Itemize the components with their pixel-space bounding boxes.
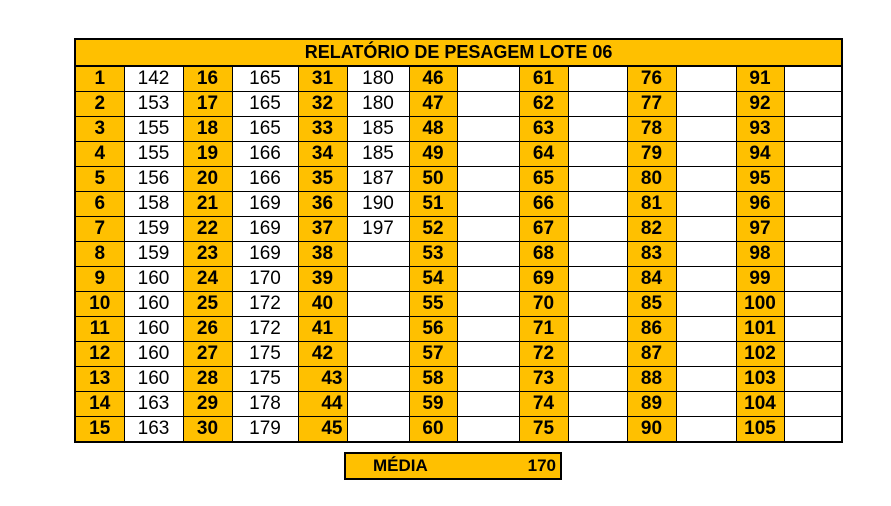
lot-number-cell[interactable]: 63 — [519, 117, 568, 142]
lot-number-cell[interactable]: 81 — [627, 192, 676, 217]
lot-number-cell[interactable]: 89 — [627, 392, 676, 417]
weight-cell[interactable] — [784, 242, 842, 267]
weight-cell[interactable] — [457, 92, 519, 117]
weight-cell[interactable]: 185 — [347, 117, 409, 142]
weight-cell[interactable]: 178 — [232, 392, 298, 417]
weight-cell[interactable]: 179 — [232, 417, 298, 443]
weight-cell[interactable]: 180 — [347, 66, 409, 92]
weight-cell[interactable]: 169 — [232, 217, 298, 242]
average-summary-box — [344, 452, 562, 480]
table-row — [75, 142, 842, 167]
lot-number-cell[interactable]: 33 — [298, 117, 347, 142]
table-row — [75, 242, 842, 267]
weight-cell[interactable] — [347, 317, 409, 342]
lot-number-cell[interactable]: 24 — [183, 267, 232, 292]
lot-number-cell[interactable]: 21 — [183, 192, 232, 217]
lot-number-cell[interactable]: 66 — [519, 192, 568, 217]
weight-cell[interactable] — [568, 142, 627, 167]
lot-number-cell[interactable]: 32 — [298, 92, 347, 117]
lot-number-cell[interactable]: 6 — [75, 192, 124, 217]
weighing-report-table — [74, 38, 843, 443]
lot-number-cell[interactable]: 8 — [75, 242, 124, 267]
lot-number-cell[interactable]: 72 — [519, 342, 568, 367]
weight-cell[interactable]: 160 — [124, 367, 183, 392]
lot-number-cell[interactable]: 51 — [409, 192, 457, 217]
table-row — [75, 317, 842, 342]
weight-cell[interactable] — [347, 392, 409, 417]
lot-number-cell[interactable]: 10 — [75, 292, 124, 317]
lot-number-cell[interactable]: 54 — [409, 267, 457, 292]
weight-cell[interactable] — [457, 392, 519, 417]
lot-number-cell[interactable]: 43 — [298, 367, 347, 392]
weight-cell[interactable]: 165 — [232, 92, 298, 117]
average-label[interactable]: MÉDIA — [373, 456, 428, 475]
weight-cell[interactable]: 156 — [124, 167, 183, 192]
weight-cell[interactable]: 170 — [232, 267, 298, 292]
weight-cell[interactable]: 190 — [347, 192, 409, 217]
weight-cell[interactable]: 159 — [124, 242, 183, 267]
lot-number-cell[interactable]: 83 — [627, 242, 676, 267]
weight-cell[interactable]: 142 — [124, 66, 183, 92]
weight-cell[interactable] — [457, 167, 519, 192]
weight-cell[interactable]: 163 — [124, 392, 183, 417]
weight-cell[interactable]: 197 — [347, 217, 409, 242]
lot-number-cell[interactable]: 19 — [183, 142, 232, 167]
lot-number-cell[interactable]: 102 — [736, 342, 784, 367]
weight-cell[interactable] — [347, 342, 409, 367]
lot-number-cell[interactable]: 79 — [627, 142, 676, 167]
lot-number-cell[interactable]: 17 — [183, 92, 232, 117]
table-row — [75, 292, 842, 317]
weight-cell[interactable]: 187 — [347, 167, 409, 192]
weight-cell[interactable] — [568, 192, 627, 217]
weight-cell[interactable] — [568, 66, 627, 92]
weight-cell[interactable] — [676, 342, 736, 367]
lot-number-cell[interactable]: 30 — [183, 417, 232, 443]
weight-cell[interactable] — [568, 242, 627, 267]
report-title[interactable]: RELATÓRIO DE PESAGEM LOTE 06 — [75, 39, 842, 66]
lot-number-cell[interactable]: 103 — [736, 367, 784, 392]
lot-number-cell[interactable]: 15 — [75, 417, 124, 443]
lot-number-cell[interactable]: 65 — [519, 167, 568, 192]
lot-number-cell[interactable]: 90 — [627, 417, 676, 443]
lot-number-cell[interactable]: 34 — [298, 142, 347, 167]
weight-cell[interactable] — [784, 292, 842, 317]
lot-number-cell[interactable]: 93 — [736, 117, 784, 142]
weight-cell[interactable]: 166 — [232, 142, 298, 167]
lot-number-cell[interactable]: 56 — [409, 317, 457, 342]
weight-cell[interactable] — [457, 217, 519, 242]
weight-cell[interactable] — [568, 367, 627, 392]
lot-number-cell[interactable]: 80 — [627, 167, 676, 192]
weight-cell[interactable]: 159 — [124, 217, 183, 242]
lot-number-cell[interactable]: 7 — [75, 217, 124, 242]
weight-cell[interactable] — [784, 367, 842, 392]
table-row — [75, 267, 842, 292]
lot-number-cell[interactable]: 29 — [183, 392, 232, 417]
lot-number-cell[interactable]: 47 — [409, 92, 457, 117]
weight-cell[interactable] — [784, 167, 842, 192]
lot-number-cell[interactable]: 71 — [519, 317, 568, 342]
lot-number-cell[interactable]: 31 — [298, 66, 347, 92]
weight-cell[interactable] — [676, 292, 736, 317]
table-row — [75, 117, 842, 142]
table-row — [75, 342, 842, 367]
lot-number-cell[interactable]: 48 — [409, 117, 457, 142]
weight-cell[interactable] — [568, 92, 627, 117]
lot-number-cell[interactable]: 50 — [409, 167, 457, 192]
lot-number-cell[interactable]: 55 — [409, 292, 457, 317]
weight-cell[interactable] — [676, 367, 736, 392]
lot-number-cell[interactable]: 105 — [736, 417, 784, 443]
lot-number-cell[interactable]: 41 — [298, 317, 347, 342]
weight-cell[interactable] — [347, 267, 409, 292]
lot-number-cell[interactable]: 53 — [409, 242, 457, 267]
weight-cell[interactable]: 160 — [124, 267, 183, 292]
weight-cell[interactable] — [457, 242, 519, 267]
weight-cell[interactable]: 169 — [232, 242, 298, 267]
weight-cell[interactable] — [676, 242, 736, 267]
weight-cell[interactable] — [676, 317, 736, 342]
lot-number-cell[interactable]: 74 — [519, 392, 568, 417]
weight-cell[interactable] — [347, 242, 409, 267]
lot-number-cell[interactable]: 62 — [519, 92, 568, 117]
weight-cell[interactable]: 169 — [232, 192, 298, 217]
lot-number-cell[interactable]: 77 — [627, 92, 676, 117]
lot-number-cell[interactable]: 52 — [409, 217, 457, 242]
lot-number-cell[interactable]: 22 — [183, 217, 232, 242]
lot-number-cell[interactable]: 26 — [183, 317, 232, 342]
lot-number-cell[interactable]: 98 — [736, 242, 784, 267]
weight-cell[interactable] — [347, 417, 409, 443]
table-row — [75, 167, 842, 192]
lot-number-cell[interactable]: 70 — [519, 292, 568, 317]
weight-cell[interactable] — [676, 66, 736, 92]
lot-number-cell[interactable]: 42 — [298, 342, 347, 367]
lot-number-cell[interactable]: 27 — [183, 342, 232, 367]
weight-cell[interactable] — [568, 342, 627, 367]
weight-cell[interactable] — [568, 292, 627, 317]
weight-cell[interactable] — [457, 317, 519, 342]
lot-number-cell[interactable]: 76 — [627, 66, 676, 92]
weight-cell[interactable] — [457, 192, 519, 217]
lot-number-cell[interactable]: 92 — [736, 92, 784, 117]
lot-number-cell[interactable]: 44 — [298, 392, 347, 417]
weight-cell[interactable]: 175 — [232, 367, 298, 392]
weight-cell[interactable] — [676, 392, 736, 417]
weight-cell[interactable] — [784, 392, 842, 417]
spreadsheet-area — [74, 38, 841, 443]
lot-number-cell[interactable]: 91 — [736, 66, 784, 92]
lot-number-cell[interactable]: 73 — [519, 367, 568, 392]
lot-number-cell[interactable]: 36 — [298, 192, 347, 217]
weight-cell[interactable] — [784, 92, 842, 117]
weight-cell[interactable]: 155 — [124, 117, 183, 142]
weight-cell[interactable] — [676, 267, 736, 292]
lot-number-cell[interactable]: 88 — [627, 367, 676, 392]
lot-number-cell[interactable]: 85 — [627, 292, 676, 317]
weight-cell[interactable] — [784, 142, 842, 167]
table-row — [75, 392, 842, 417]
lot-number-cell[interactable]: 1 — [75, 66, 124, 92]
lot-number-cell[interactable]: 60 — [409, 417, 457, 443]
lot-number-cell[interactable]: 35 — [298, 167, 347, 192]
lot-number-cell[interactable]: 45 — [298, 417, 347, 443]
lot-number-cell[interactable]: 5 — [75, 167, 124, 192]
weight-cell[interactable]: 155 — [124, 142, 183, 167]
weight-cell[interactable] — [784, 417, 842, 443]
lot-number-cell[interactable]: 61 — [519, 66, 568, 92]
lot-number-cell[interactable]: 84 — [627, 267, 676, 292]
lot-number-cell[interactable]: 59 — [409, 392, 457, 417]
weight-cell[interactable] — [457, 117, 519, 142]
lot-number-cell[interactable]: 37 — [298, 217, 347, 242]
lot-number-cell[interactable]: 14 — [75, 392, 124, 417]
weight-cell[interactable] — [568, 267, 627, 292]
lot-number-cell[interactable]: 28 — [183, 367, 232, 392]
weight-cell[interactable] — [457, 367, 519, 392]
lot-number-cell[interactable]: 68 — [519, 242, 568, 267]
weight-cell[interactable] — [676, 92, 736, 117]
weight-cell[interactable] — [457, 267, 519, 292]
weight-cell[interactable]: 160 — [124, 292, 183, 317]
lot-number-cell[interactable]: 38 — [298, 242, 347, 267]
lot-number-cell[interactable]: 67 — [519, 217, 568, 242]
lot-number-cell[interactable]: 46 — [409, 66, 457, 92]
weight-cell[interactable] — [568, 167, 627, 192]
lot-number-cell[interactable]: 69 — [519, 267, 568, 292]
lot-number-cell[interactable]: 4 — [75, 142, 124, 167]
lot-number-cell[interactable]: 2 — [75, 92, 124, 117]
weight-cell[interactable] — [676, 117, 736, 142]
weight-cell[interactable] — [676, 417, 736, 443]
weight-cell[interactable]: 165 — [232, 66, 298, 92]
weight-cell[interactable]: 160 — [124, 342, 183, 367]
weight-cell[interactable] — [568, 117, 627, 142]
weight-cell[interactable]: 172 — [232, 317, 298, 342]
weight-cell[interactable]: 165 — [232, 117, 298, 142]
weight-cell[interactable] — [676, 217, 736, 242]
weight-cell[interactable] — [784, 66, 842, 92]
table-row — [75, 217, 842, 242]
lot-number-cell[interactable]: 64 — [519, 142, 568, 167]
lot-number-cell[interactable]: 13 — [75, 367, 124, 392]
weight-cell[interactable] — [457, 417, 519, 443]
lot-number-cell[interactable]: 23 — [183, 242, 232, 267]
weight-cell[interactable]: 158 — [124, 192, 183, 217]
lot-number-cell[interactable]: 58 — [409, 367, 457, 392]
lot-number-cell[interactable]: 86 — [627, 317, 676, 342]
weight-cell[interactable]: 175 — [232, 342, 298, 367]
weight-cell[interactable] — [784, 317, 842, 342]
lot-number-cell[interactable]: 100 — [736, 292, 784, 317]
weight-cell[interactable]: 163 — [124, 417, 183, 443]
weight-cell[interactable] — [784, 217, 842, 242]
lot-number-cell[interactable]: 96 — [736, 192, 784, 217]
weight-cell[interactable]: 166 — [232, 167, 298, 192]
lot-number-cell[interactable]: 25 — [183, 292, 232, 317]
lot-number-cell[interactable]: 39 — [298, 267, 347, 292]
lot-number-cell[interactable]: 16 — [183, 66, 232, 92]
weight-cell[interactable] — [676, 167, 736, 192]
table-row — [75, 192, 842, 217]
weight-cell[interactable] — [784, 267, 842, 292]
lot-number-cell[interactable]: 9 — [75, 267, 124, 292]
lot-number-cell[interactable]: 75 — [519, 417, 568, 443]
lot-number-cell[interactable]: 49 — [409, 142, 457, 167]
weight-cell[interactable] — [676, 142, 736, 167]
weight-cell[interactable] — [457, 66, 519, 92]
weight-cell[interactable]: 172 — [232, 292, 298, 317]
weight-cell[interactable] — [347, 367, 409, 392]
lot-number-cell[interactable]: 3 — [75, 117, 124, 142]
weight-cell[interactable]: 185 — [347, 142, 409, 167]
weight-cell[interactable] — [568, 317, 627, 342]
weight-cell[interactable] — [568, 392, 627, 417]
weight-cell[interactable] — [457, 292, 519, 317]
average-value[interactable]: 170 — [527, 456, 556, 475]
lot-number-cell[interactable]: 94 — [736, 142, 784, 167]
weight-cell[interactable] — [457, 342, 519, 367]
weight-cell[interactable] — [676, 192, 736, 217]
lot-number-cell[interactable]: 97 — [736, 217, 784, 242]
lot-number-cell[interactable]: 78 — [627, 117, 676, 142]
table-row — [75, 417, 842, 443]
lot-number-cell[interactable]: 87 — [627, 342, 676, 367]
lot-number-cell[interactable]: 95 — [736, 167, 784, 192]
lot-number-cell[interactable]: 101 — [736, 317, 784, 342]
weight-cell[interactable] — [568, 417, 627, 443]
table-row — [75, 92, 842, 117]
weight-cell[interactable] — [784, 117, 842, 142]
lot-number-cell[interactable]: 57 — [409, 342, 457, 367]
lot-number-cell[interactable]: 20 — [183, 167, 232, 192]
lot-number-cell[interactable]: 99 — [736, 267, 784, 292]
weight-cell[interactable]: 160 — [124, 317, 183, 342]
lot-number-cell[interactable]: 104 — [736, 392, 784, 417]
lot-number-cell[interactable]: 18 — [183, 117, 232, 142]
table-row — [75, 367, 842, 392]
weight-cell[interactable] — [784, 192, 842, 217]
weight-cell[interactable] — [347, 292, 409, 317]
lot-number-cell[interactable]: 12 — [75, 342, 124, 367]
lot-number-cell[interactable]: 82 — [627, 217, 676, 242]
weight-cell[interactable] — [457, 142, 519, 167]
weight-cell[interactable]: 180 — [347, 92, 409, 117]
lot-number-cell[interactable]: 11 — [75, 317, 124, 342]
weight-cell[interactable]: 153 — [124, 92, 183, 117]
weight-cell[interactable] — [784, 342, 842, 367]
table-row — [75, 66, 842, 92]
lot-number-cell[interactable]: 40 — [298, 292, 347, 317]
weight-cell[interactable] — [568, 217, 627, 242]
